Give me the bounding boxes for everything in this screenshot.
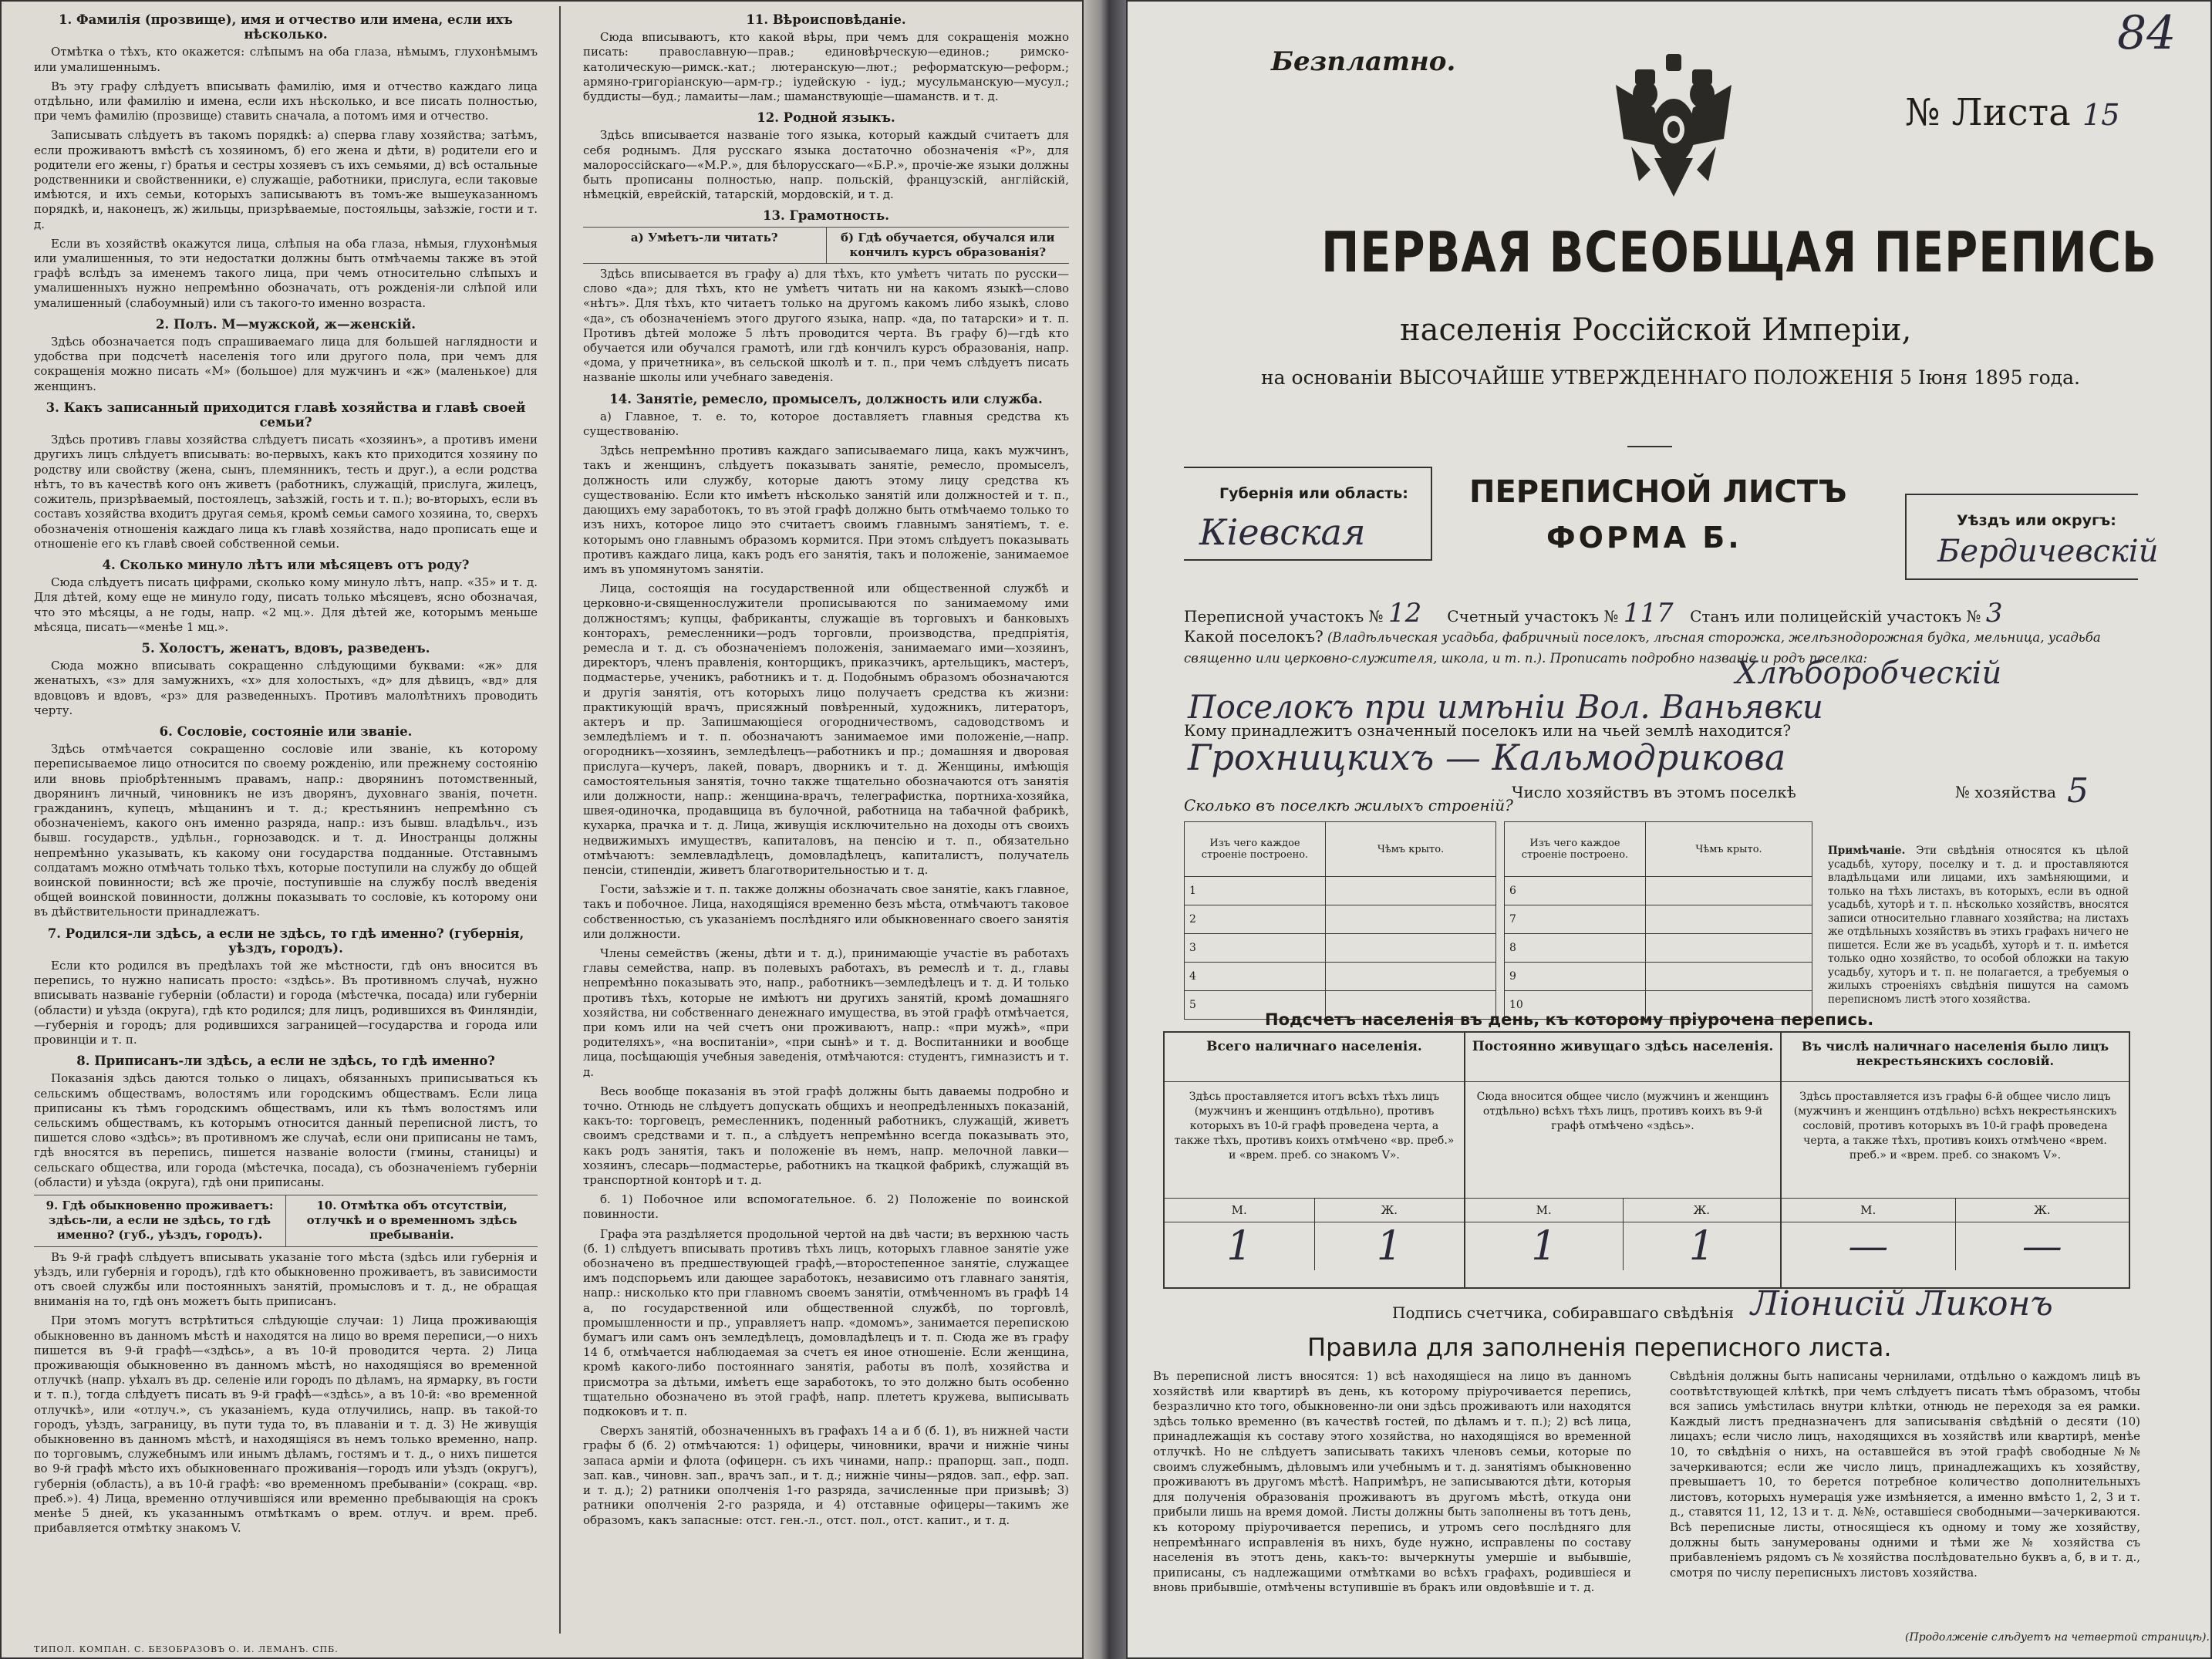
instructions-column-1 [31,0,544,1659]
rules-column-left: Въ переписной листъ вносятся: 1) всѣ находящіеся на лицо въ данномъ хозяйствѣ или квартирѣ въ день, къ которому пріурочивается перепись, безразлично кто того, обыкновенно-ли они здѣсь проживаютъ или находятся здѣсь только временно (въ качествѣ гостей, по дѣламъ и т. п.); 2) всѣ лица, принадлежащія къ составу этого хозяйства, но находящіяся во временной отлучкѣ. Но не слѣдуетъ записывать такихъ членовъ семьи, которые по своимъ служебнымъ, дѣловымъ или учебнымъ и т. д. занятіямъ обыкновенно проживаютъ въ другомъ мѣстѣ. Напримѣръ, не записываются дѣти, которыя для полученія образованія проживаютъ въ другомъ мѣстѣ, откуда они прибыли лишь на время домой. Листы должны быть заполнены въ тотъ день, къ которому пріурочивается перепись, и утромъ сего послѣдняго для непремѣннаго исправленія въ нихъ, буде нужно, исправлены по составу населенія въ этотъ день, какъ-то: вычеркнуты умершіе и выбывшіе, приписаны, съ надлежащими отмѣтками во всѣхъ графахъ, родившіеся и вновь прибывшіе, отмѣчены вступившіе въ бракъ или овдовѣвшіе и т. д. [1153,1369,1631,1595]
section-heading: б) Гдѣ обучается, обучался или кончилъ курсъ образованія? [841,230,1055,259]
settlement-name-value: Хлѣборобческій [1735,656,2002,691]
section-heading: 6. Сословіе, состояніе или званіе. [159,723,413,739]
settlement-desc-value: Поселокъ при имѣніи Вол. Ваньявки [1188,688,1823,726]
instruction-paragraph: Здѣсь противъ главы хозяйства слѣдуетъ писать «хозяинъ», а противъ имени другихъ лицъ слѣдуетъ вписывать: во-первыхъ, какъ кто приходится хозяину по родству или свойству (жена, сынъ, племянникъ, тесть и друг.), а если родства нѣтъ, то въ качествѣ кого онъ живетъ (работникъ, служащій, прислуга, жилецъ, сожитель, призрѣваемый, постоялецъ, заѣзжій, гость и т. п.); во-вторыхъ, если въ составъ хозяйства входитъ другая семья, кромѣ семьи самого хозяина, то, сверхъ обозначенія отношенія каждаго лица къ главѣ хозяйства, надо прописать еще и отношеніе его къ главѣ своей собственной семьи. [34,433,538,551]
participant-line: Переписной участокъ № 12 Счетный участокъ № 117 Станъ или полицейскій участокъ № 3 [1184,598,2003,629]
section-heading-pair [34,1195,538,1247]
table-row: 8 [1505,934,1812,963]
sheet-number-field: № Листа 15 [1905,91,2120,134]
table-row: 6 [1505,877,1812,905]
section-heading: 4. Сколько минуло лѣтъ или мѣсяцевъ отъ роду? [102,557,470,572]
pop-col-total: Всего наличнаго населенія. Здѣсь проставляется итогъ всѣхъ тѣхъ лицъ (мужчинъ и женщинъ отдѣльно), противъ которыхъ въ 10-й графѣ проведена черта, а также тѣхъ, противъ коихъ отмѣчено «вр. преб.» и «врем. преб. со знакомъ V». М. Ж. 1 1 [1165,1033,1465,1287]
section-heading: 14. Занятіе, ремесло, промыселъ, должность или служба. [609,391,1043,406]
non-peasant-m-value: — [1782,1222,1956,1270]
households-label: Число хозяйствъ въ этомъ поселкѣ [1512,783,1796,801]
land-owner-value: Грохницкихъ — Кальмодрикова [1188,737,1786,778]
table-row: 2 [1185,905,1496,934]
instruction-paragraph: Въ эту графу слѣдуетъ вписывать фамилію, имя и отчество каждаго лица отдѣльно, или фамилію и имена, если ихъ нѣсколько, и все писать полностью, при чемъ фамилію (прозвище) ставить сначала, а потомъ имя и отчество. [34,79,538,123]
section-heading: 13. Грамотность. [763,208,889,224]
eagle-icon [1608,54,1739,201]
rules-column-right: Свѣдѣнія должны быть написаны чернилами, отдѣльно о каждомъ лицѣ въ соотвѣтствующей клѣткѣ, при чемъ слѣдуетъ писать тѣмъ образомъ, чтобы вся запись умѣстилась внутри клѣтки, отнюдь не переходя за ея рамки. Каждый листъ предназначенъ для записыванія свѣдѣній о десяти (10) лицахъ; если число лицъ, находящихся въ хозяйствѣ или квартирѣ, менѣе 10, то свѣдѣнія о нихъ, на оставшейся въ этой графѣ свободные №№ зачеркиваются; если же число лицъ, принадлежащихъ къ хозяйству, превышаетъ 10, то берется потребное количество дополнительныхъ листовъ, которыхъ нумерація уже измѣняется, а именно вмѣсто 1, 2, 3 и т. д., ставятся 11, 12, 13 и т. д. №№, оставшіеся свободными—зачеркиваются. Всѣ переписные листы, относящіеся къ одному и тому же хозяйству, должны быть занумерованы одними и тѣми же № хозяйства съ прибавленіемъ рядомъ съ № хозяйства послѣдовательно буквъ а, б, в и т. д., смотря по числу переписныхъ листовъ хозяйства. [1670,1369,2140,1580]
uezd-value: Бердичевскій [1937,534,2159,569]
free-label: Безплатно. [1271,46,1456,77]
gubernia-label: Губернія или область: [1219,485,1408,502]
printer-imprint: ТИПОЛ. КОМПАН. С. БЕЗОБРАЗОВЪ О. И. ЛЕМАНЪ. СПБ. [34,1644,339,1654]
stan-value: 3 [1985,598,2003,629]
uezd-label: Уѣздъ или округъ: [1957,512,2116,529]
instruction-paragraph: Сюда можно вписывать сокращенно слѣдующими буквами: «ж» для женатыхъ, «з» для замужнихъ, «х» для холостыхъ, «д» для дѣвицъ, «вд» для вдовцовъ и вдовъ, «рз» для разведенныхъ. Противъ малолѣтнихъ проводить черту. [34,659,538,717]
buildings-note: Примѣчаніе. Эти свѣдѣнія относятся къ цѣлой усадьбѣ, хутору, поселку и т. д. и проставляются владѣльцами или лицами, ихъ замѣняющими, и только на тѣхъ листахъ, въ которыхъ, если въ одной усадьбѣ, хуторѣ и т. п. нѣсколько хозяйствъ, вносятся записи относительно главнаго хозяйства; на листахъ же отдѣльныхъ хозяйствъ въ этихъ графахъ ничего не пишется. Если же въ усадьбѣ, хуторѣ и т. п. имѣется только одно хозяйство, то особой обложки на такую усадьбу, хуторъ и т. п. не полагается, а требуемыя о жилыхъ строеніяхъ свѣдѣнія пишутся на самомъ переписномъ листѣ этого хозяйства. [1828,845,2129,1006]
rules-title: Правила для заполненія переписного листа. [1307,1333,1892,1362]
population-count-title: Подсчетъ населенія въ день, къ которому пріурочена перепись. [1265,1010,1874,1029]
section-heading: 9. Гдѣ обыкновенно проживаетъ: здѣсь-ли, а если не здѣсь, то гдѣ именно? (губ., уѣздъ, городъ). [34,1195,286,1246]
buildings-label: Сколько въ поселкѣ жилыхъ строеній? [1184,796,1513,814]
table-row: 10 [1505,991,1812,1020]
land-owner-label: Кому принадлежитъ означенный поселокъ или на чьей землѣ находится? [1184,721,1792,740]
resident-zh-value: 1 [1688,1223,1715,1270]
instruction-paragraph: Графа эта раздѣляется продольной чертой на двѣ части; въ верхнюю часть (б. 1) слѣдуетъ вписывать противъ тѣхъ лицъ, которыхъ главное занятіе уже обозначено въ предшествующей графѣ,—второстепенное занятіе, служащее имъ подспорьемъ или дающее заработокъ, независимо отъ главнаго занятія, напр.: нисколько кто при главномъ своемъ занятіи, отмѣченномъ въ графѣ 14 а, по государственной или общественной службѣ, по торговлѣ, промышленности и пр., управляетъ напр. «домомъ», занимается перепискою бумагъ или самъ онъ земледѣлецъ, домовладѣлецъ и т. п. Сюда же въ графу 14 б, отмѣчается наблюдаемая за счетъ ея иное отношеніе. Если женщина, кромѣ какого-либо постояннаго занятія, работы въ полѣ, хозяйства и присмотра за дѣтьми, имѣетъ еще заработокъ, то это должно быть особенно тщательно обозначено въ этой графѣ, напр. плететъ кружева, выписывать подкоковъ и т. п. [583,1226,1069,1419]
section-heading: 2. Полъ. М—мужской, ж—женскій. [156,316,416,332]
instruction-paragraph: Здѣсь обозначается подъ спрашиваемаго лица для большей наглядности и удобства при подсчетѣ населенія того или другого пола, при чемъ для сокращенія можно писать «М» (большое) для мужчинъ и «ж» (маленькое) для женщинъ. [34,335,538,393]
total-zh-value: 1 [1376,1223,1402,1270]
form-subtitle: ФОРМА Б. [1546,521,1742,555]
census-title: ПЕРВАЯ ВСЕОБЩАЯ ПЕРЕПИСЬ [1321,220,2157,285]
section-heading: 7. Родился-ли здѣсь, а если не здѣсь, то гдѣ именно? (губернія, уѣздъ, городъ). [47,926,524,956]
column-divider [559,6,561,1634]
instruction-paragraph: Сверхъ занятій, обозначенныхъ въ графахъ 14 а и б (б. 1), въ нижней части графы б (б. 2) отмѣчаются: 1) офицеры, чиновники, врачи и нижніе чины запаса арміи и флота (офицерн. съ ихъ чинами, напр.: прапорщ. зап., подп. зап. кав., чиновн. зап., врачъ зап., и т. д.; нижніе чины—рядов. зап., ефр. зап. и т. д.); 2) ратники ополченія 1-го разряда, зачисленные при призывѣ; 3) ратники ополченія 2-го разряда, и 4) отставные офицеры—такимъ же образомъ, какъ запасные: отст. ген.-л., отст. пол., отст. капит., и т. д. [583,1424,1069,1527]
instruction-paragraph: Показанія здѣсь даются только о лицахъ, обязанныхъ приписываться къ сельскимъ обществамъ, волостямъ или городскимъ обществамъ. Если лица приписаны къ тѣмъ городскимъ обществамъ, или къ тѣмъ волостямъ или сельскимъ обществамъ, къ которымъ относится данный переписной листъ, то пишется слово «здѣсь»; въ противномъ же случаѣ, если они приписаны не тамъ, гдѣ вносятся въ перепись, пишется названіе волости (гмины, станицы) и сельскаго общества, или города (мѣстечка, посада), съ обозначеніемъ губерніи (области) и уѣзда (округа), гдѣ они приписаны. [34,1071,538,1189]
settlement-type-block: Какой поселокъ? (Владѣльческая усадьба, фабричный поселокъ, лѣсная сторожка, желѣзнодорожная будка, мельница, усадьба священно или церковно-служителя, школа, и т. п.). Прописать подробно названіе и родъ поселка: [1184,627,2101,666]
population-count-table [1163,1031,2130,1289]
table-row: 1 [1185,877,1496,905]
non-peasant-zh-value: — [2021,1223,2062,1270]
corner-mark: 84 [2117,6,2177,60]
uezd-box [1905,494,2159,580]
instruction-paragraph: Записывать слѣдуетъ въ такомъ порядкѣ: а) сперва главу хозяйства; затѣмъ, если проживаютъ вмѣстѣ съ хозяиномъ, б) его жена и дѣти, в) родители его и родители его жены, г) братья и сестры хозяевъ съ ихъ семьями, д) всѣ остальные родственники и свойственники, е) служащіе, работники, прислуга, если таковые имѣются, и ихъ семьи, которыхъ записываютъ въ томъ-же вышеуказанномъ порядкѣ, и, наконецъ, ж) жильцы, призрѣваемые, постояльцы, заѣзжіе, гости и т. д. [34,128,538,231]
instruction-paragraph: Если въ хозяйствѣ окажутся лица, слѣпыя на оба глаза, нѣмыя, глухонѣмыя или умалишенныя, то эти недостатки должны быть отмѣчаемы также въ этой графѣ вслѣдъ за именемъ такого лица, при чемъ относительно слѣпыхъ и умалишенныхъ нужно непремѣнно обозначать, отъ рожденія-ли слѣпой или умалишенный (слабоумный) или съ такого-то именно возраста. [34,236,538,310]
section-heading: 12. Родной языкъ. [757,110,895,126]
left-page-instructions [0,0,1084,1659]
instruction-paragraph: Лица, состоящія на государственной или общественной службѣ и церковно-и-священнослужители прописываются по занимаемому ими должностямъ; купцы, фабриканты, служащіе въ торговыхъ и банковыхъ конторахъ, ремесленники—родъ торговли, производства, предпріятія, ремесла и т. д. съ обозначеніемъ положенія, занимаемаго ими—хозяинъ, директоръ, членъ правленія, конторщикъ, приказчикъ, артельщикъ, мастеръ, подмастерье, ученикъ, работникъ и т. д. Подобнымъ образомъ обозначаются и другія занятія, отъ которыхъ лицо получаетъ средства къ жизни: практикующій врачъ, присяжный повѣренный, художникъ, литераторъ, актеръ и пр. Запишмающіеся огородничествомъ, садоводствомъ и земледѣліемъ и т. п. обозначаютъ занимаемое ими положеніе,—напр. огородникъ—хозяинъ, земледѣлецъ—работникъ и пр.; домашняя и дворовая прислуга—кучеръ, лакей, поваръ, дворникъ и т. д. Женщины, имѣющія самостоятельныя занятія, точно также тщательно обозначаются отъ занятія или должности, напр.: женщина-врачъ, телеграфистка, портниха-хозяйка, швея-одиночка, продавщица въ булочной, работница на табачной фабрикѣ, кухарка, прачка и т. д. Лица, живущія исключительно на доходы отъ своихъ недвижимыхъ имуществъ, капиталовъ, на пенсію и т. п., обязательно отмѣчаютъ: землевладѣлецъ, домовладѣлецъ, капиталистъ, получатель пенсіи, стипендіи, живетъ благотворительностью и т. д. [583,582,1069,877]
section-heading: 11. Вѣроисповѣданіе. [746,12,906,27]
section-heading: а) Умѣетъ-ли читать? [583,228,827,263]
census-subtitle: населенія Россійской Имперіи, [1400,312,1912,348]
sheet-number-value: 15 [2082,98,2120,132]
build-col-material: Изъ чего каждое строеніе построено. [1185,822,1326,877]
instruction-paragraph: Гости, заѣзжіе и т. п. также должны обозначать свое занятіе, какъ главное, такъ и побочное. Лица, находящіяся временно безъ мѣста, отмѣчаютъ таковое собственностью, съ указаніемъ послѣдняго или обыкновеннаго своего занятія или должности. [583,882,1069,941]
form-title: ПЕРЕПИСНОЙ ЛИСТЪ [1469,474,1847,510]
instruction-paragraph: Здѣсь вписывается въ графу а) для тѣхъ, кто умѣетъ читать по русски—слово «да»; для тѣхъ, кто не умѣетъ читать ни на какомъ языкѣ—слово «нѣтъ». Для тѣхъ, кто читаетъ только на другомъ какомъ либо языкѣ, слово «да», съ обозначеніемъ этого другого языка, напр. «да, по татарски» и т. п. Противъ дѣтей моложе 5 лѣтъ проводится черта. Въ графу б)—гдѣ кто обучается или обучался грамотѣ, или гдѣ кончилъ курсъ образованія, напр. «дома, у причетника», въ сельской школѣ и т. п., при чемъ слѣдуетъ писать названіе школы или учебнаго заведенія. [583,267,1069,385]
uchastok-value: 12 [1388,598,1422,629]
instruction-paragraph: Здѣсь отмѣчается сокращенно сословіе или званіе, къ которому переписываемое лицо относится по своему рожденію, или прежнему состоянію или вновь пріобрѣтеннымъ правамъ, напр.: дворянинъ потомственный, дворянинъ личный, чиновникъ не изъ дворянъ, духовнаго званія, почетн. гражданинъ, купецъ, мѣщанинъ и т. д.; крестьянинъ непремѣнно съ обозначеніемъ, какого онъ именно разряда, напр.: изъ бывш. владѣльч., изъ бывш. государств., удѣльн., горнозаводск. и т. д. Иностранцы должны непремѣнно указывать, къ какому они государства подданные. Отставнымъ солдатамъ можно отмѣчать только тѣхъ, которые поступили на службу до общей воинской повинности; всѣ же прочіе, поступившіе на службу послѣ введенія общей воинской повинности, должны показывать то сословіе, къ которому они въ дѣйствительности принадлежатъ. [34,742,538,919]
table-row: 4 [1185,963,1496,991]
instruction-paragraph: Весь вообще показанія въ этой графѣ должны быть даваемы подробно и точно. Отнюдь не слѣдуетъ допускать общихъ и неопредѣленныхъ показаній, какъ-то: торговецъ, ремесленникъ, поденный работникъ, служащій, живетъ своимъ средствами и т. п., а слѣдуетъ непремѣнно всегда показывать это, какъ родъ занятія, такъ и положеніе въ немъ, напр. мелочной лавки—хозяинъ, слесарь—подмастерье, работникъ на ткацкой фабрикѣ, служащій въ транспортной конторѣ и т. д. [583,1084,1069,1188]
signature-label: Подпись счетчика, собиравшаго свѣдѣнія [1392,1303,1735,1322]
instruction-paragraph: Сюда слѣдуетъ писать цифрами, сколько кому минуло лѣтъ, напр. «35» и т. д. Для дѣтей, кому еще не минуло году, писать только мѣсяцевъ, ясно обозначая, что это мѣсяцы, а не годы, напр. «2 мц.». Для дѣтей же, которымъ меньше мѣсяца, писать—«менѣе 1 мц.». [34,575,538,634]
instruction-paragraph: Отмѣтка о тѣхъ, кто окажется: слѣпымъ на оба глаза, нѣмымъ, глухонѣмымъ или умалишеннымъ. [34,45,538,74]
section-heading: 8. Приписанъ-ли здѣсь, а если не здѣсь, то гдѣ именно? [76,1054,495,1069]
section-heading: 1. Фамилія (прозвище), имя и отчество или имена, если ихъ нѣсколько. [59,12,513,42]
instruction-paragraph: При этомъ могутъ встрѣтиться слѣдующіе случаи: 1) Лица проживающія обыкновенно въ данномъ мѣстѣ и находятся на лицо во время переписи,—о нихъ пишется въ 9-й графѣ—«здѣсь», а въ 10-й проводится черта. 2) Лица проживающія обыкновенно въ данномъ мѣстѣ, но находящіяся во временной отлучкѣ (напр. уѣхалъ въ др. селеніе или городъ по дѣламъ, на ярмарку, въ гости и т. п.), тогда слѣдуетъ писать въ 9-й графѣ—«здѣсь», а въ 10-й: «во временной отлучкѣ», или «отлуч.», съ указаніемъ, куда отлучились, напр. въ такой-то городъ, уѣздъ, заграницу, въ пути туда то, въ плаваніи и т. д. 3) Не живущія обыкновенно въ данномъ мѣстѣ, и находящіяся въ немъ только временно, напр. по торговымъ, служебнымъ или инымъ дѣламъ, гостямъ и т. д., о нихъ пишется во 9-й графѣ мѣсто ихъ обыкновеннаго проживанія—городъ или уѣздъ (округъ), губернія (область), а въ 10-й графѣ: «во временномъ пребываніи» (сокращ. «вр. преб.»). 4) Лица, временно отлучившіяся или временно пребывающія на срокъ менѣе 5 дней, къ указаннымъ отмѣткамъ о врем. отлуч. и врем. преб. прибавляется отмѣтку знакомъ V. [34,1313,538,1536]
section-heading: 3. Какъ записанный приходится главѣ хозяйства и главѣ своей семьи? [46,400,526,430]
table-row: 7 [1505,905,1812,934]
section-heading: 10. Отмѣтка объ отсутствіи, отлучкѣ и о временномъ здѣсь пребываніи. [306,1199,518,1243]
census-decree: на основаніи ВЫСОЧАЙШЕ УТВЕРЖДЕННАГО ПОЛОЖЕНІЯ 5 Іюня 1895 года. [1261,366,2080,389]
gubernia-value: Кіевская [1199,511,1366,553]
table-row: 5 [1185,991,1496,1020]
rules-continuation-note: (Продолженіе слѣдуетъ на четвертой страницѣ). [1905,1631,2210,1644]
total-m-value: 1 [1165,1222,1315,1270]
instruction-paragraph: б. 1) Побочное или вспомогательное. б. 2) Положеніе по воинской повинности. [583,1192,1069,1222]
instruction-paragraph: Если кто родился въ предѣлахъ той же мѣстности, гдѣ онъ вносится въ перепись, то нужно написать просто: «здѣсь». Въ противномъ случаѣ, нужно вписывать названіе губерніи (области) и города (мѣстечка, посада) или губерніи (области) и уѣзда (округа), гдѣ кто родился; для лицъ, родившихся въ Финляндіи,—губернія и городъ; для родившихся заграницей—государства и города или провинціи и т. п. [34,958,538,1047]
pop-col-resident: Постоянно живущаго здѣсь населенія. Сюда вносится общее число (мужчинъ и женщинъ отдѣльно) всѣхъ тѣхъ лицъ, противъ коихъ въ 9-й графѣ отмѣчено «здѣсь». М. Ж. 1 1 [1465,1033,1782,1287]
table-row: 3 [1185,934,1496,963]
schetny-value: 117 [1623,598,1674,629]
signature-value: Ліонисій Ликонъ [1751,1284,2053,1323]
instruction-paragraph: Здѣсь непремѣнно противъ каждаго записываемаго лица, какъ мужчинъ, такъ и женщинъ, слѣдуетъ показывать занятіе, ремесло, промыселъ, должность или службу, которые даютъ этому лицу средства къ существованію. Если кто имѣетъ нѣсколько занятій или должностей и т. п., дающихъ ему заработокъ, то въ этой графѣ должно быть отмѣчаемо только то изъ нихъ, которое лицо это считаетъ своимъ главнымъ занятіемъ, т. е. которымъ оно главнымъ образомъ кормится. При этомъ слѣдуетъ показывать противъ каждаго лица, какъ родъ его занятія, такъ и положеніе, занимаемое имъ въ упомянутомъ занятіи. [583,443,1069,576]
build-col-roof: Чѣмъ крыто. [1326,822,1496,877]
section-heading-pair [583,227,1069,264]
book-gutter [1084,0,1126,1659]
buildings-table [1184,821,1812,1020]
pop-col-non-peasant: Въ числѣ наличнаго населенія было лицъ некрестьянскихъ сословій. Здѣсь проставляется изъ графы 6-й общее число лицъ (мужчинъ и женщинъ отдѣльно) всѣхъ некрестьянскихъ сословій, противъ которыхъ въ 10-й графѣ проведена черта, а также тѣхъ, противъ коихъ отмѣчено «врем. преб.» и «врем. преб. со знакомъ V». М. Ж. — — [1782,1033,2129,1287]
resident-m-value: 1 [1465,1222,1624,1270]
table-row: 9 [1505,963,1812,991]
instruction-paragraph: а) Главное, т. е. то, которое доставляетъ главныя средства къ существованію. [583,409,1069,439]
build-col-roof: Чѣмъ крыто. [1646,822,1812,877]
imperial-eagle-emblem [1608,54,1739,201]
divider [1627,446,1672,447]
instruction-paragraph: Члены семействъ (жены, дѣти и т. д.), принимающіе участіе въ работахъ главы семейства, напр. въ полевыхъ работахъ, въ ремеслѣ и т. д., главы непремѣнно показывать это, напр., работникъ—земледѣлецъ и т. д. И только противъ тѣхъ, которые не имѣютъ ни другихъ занятій, кромѣ домашняго хозяйства, ни собственнаго денежнаго имущества, въ этой графѣ отмѣчается, при комъ или на чей счетъ они проживаютъ, напр.: «при мужѣ», «при родителяхъ», «на воспитаніи», «при сынѣ» и т. д. Воспитанники и вообще лица, посѣщающія учебныя заведенія, отмѣчаются: студентъ, гимназистъ и т. д. [583,946,1069,1079]
instruction-paragraph: Въ 9-й графѣ слѣдуетъ вписывать указаніе того мѣста (здѣсь или губернія и уѣздъ, или губернія и городъ), гдѣ кто обыкновенно проживаетъ, въ зависимости отъ своей службы или постоянныхъ занятій, промысловъ и т. д., не обращая вниманія на то, гдѣ онъ можетъ быть приписанъ. [34,1249,538,1309]
instruction-paragraph: Сюда вписываютъ, кто какой вѣры, при чемъ для сокращенія можно писать: православную—прав.; единовѣрческую—единов.; римско-католическую—римск.-кат.; лютеранскую—лют.; реформатскую—реформ.; армяно-григоріанскую—арм-гр.; іудейскую - іуд.; мусульманскую—мусул.; буддисты—буд.; ламаиты—лам.; шаманствующіе—шаманств. и т. д. [583,30,1069,104]
gubernia-box [1184,467,1432,561]
instructions-column-2 [580,0,1074,1659]
build-col-material: Изъ чего каждое строеніе построено. [1505,822,1646,877]
household-no-value: 5 [2067,771,2089,811]
household-no-label: № хозяйства [1955,783,2056,801]
instruction-paragraph: Здѣсь вписывается названіе того языка, который каждый считаетъ для себя роднымъ. Для русскаго языка достаточно обозначенія «Р», для малороссійскаго—«М.Р.», для бѣлорусскаго—«Б.Р.», прочіе-же языки должны быть прописаны полностью, напр. польскій, французскій, англійскій, нѣмецкій, еврейскій, татарскій, мордовскій, и т. д. [583,128,1069,202]
section-heading: 5. Холостъ, женатъ, вдовъ, разведенъ. [141,640,430,656]
